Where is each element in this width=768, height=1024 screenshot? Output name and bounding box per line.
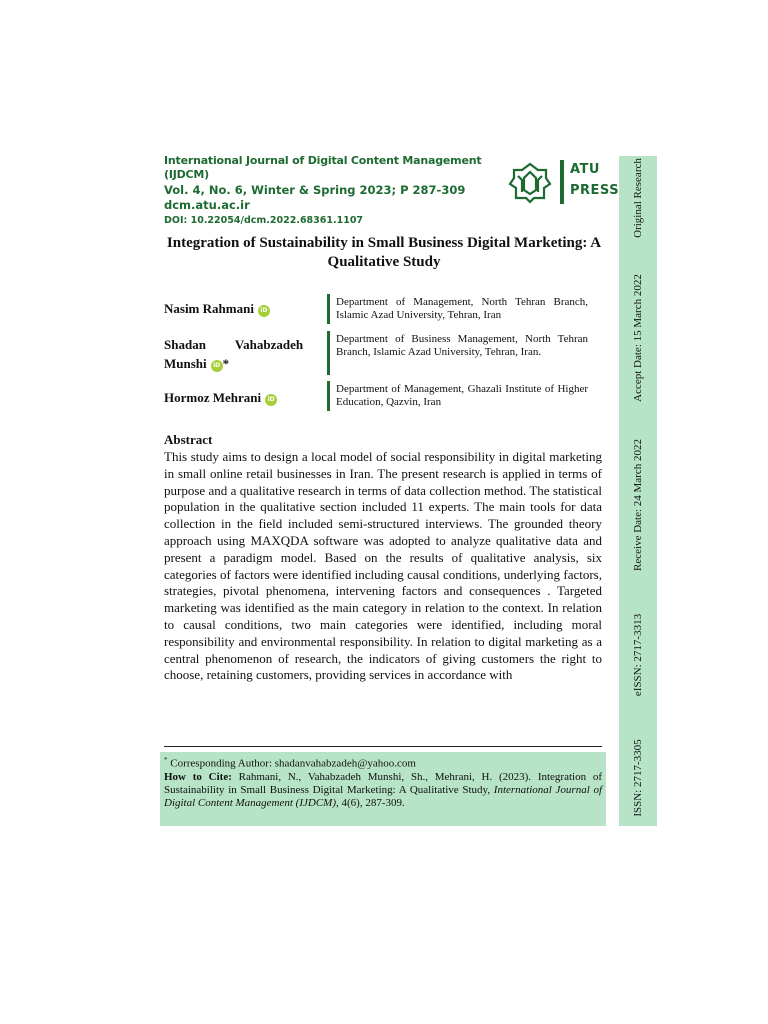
author-3: [164, 390, 277, 406]
paper-title: Integration of Sustainability in Small Business Digital Marketing: A Qualitative Study: [166, 235, 602, 270]
how-to-cite: [164, 771, 602, 811]
logo-divider: [560, 160, 564, 204]
author-1-affiliation: Department of Management, North Tehran Branch, Islamic Azad University, Tehran, Iran: [336, 296, 588, 321]
atu-emblem-icon: [508, 160, 552, 204]
author-name: Nasim Rahmani: [164, 301, 254, 316]
cite-label: How to Cite:: [164, 770, 232, 783]
accept-date: Accept Date: 15 March 2022: [632, 274, 644, 402]
abstract-text: This study aims to design a local model of social responsibility in digital marketing in small online retail businesses in Iran. The present research is applied in terms of purpose and a qualitative research in terms of data collection method. The statistical population in the qualitative section included 11 experts. The main tools for data collection in the field included semi-structured interviews. The grounded theory approach using MAXQDA software was adopted to analyze qualitative data and present a paradigm model. Based on the results of qualitative analysis, six categories of factors were identified including causal conditions, underlying factors, strategies, pivotal phenomena, intervening factors and consequences . Targeted marketing was identified as the main category in relation to the context. In relation to causal conditions, two main categories were identified, including moral responsibility and environmental responsibility. In relation to digital marketing as a central phenomenon of research, the indicators of giving customers the right to choose, retaining customers, providing services in accordance with: [164, 449, 602, 683]
orcid-icon[interactable]: iD: [258, 305, 270, 317]
publisher-name-line2: PRESS: [570, 183, 620, 198]
affiliation-bar: [327, 331, 330, 375]
journal-name: International Journal of Digital Content Management (IJDCM): [164, 154, 482, 181]
journal-doi[interactable]: DOI: 10.22054/dcm.2022.68361.1107: [164, 215, 364, 226]
journal-volume: Vol. 4, No. 6, Winter & Spring 2023; P 287-309: [164, 183, 466, 197]
corresponding-author-mark: *: [222, 356, 230, 371]
affiliation-bar: [327, 294, 330, 324]
author-1: [164, 301, 270, 317]
publisher-name-line1: ATU: [570, 162, 600, 177]
journal-website[interactable]: dcm.atu.ac.ir: [164, 198, 250, 212]
author-name-line2: Munshi: [164, 356, 207, 371]
author-name: Hormoz Mehrani: [164, 390, 262, 405]
corresponding-email[interactable]: Corresponding Author: shadanvahabzadeh@yahoo.com: [167, 757, 416, 770]
author-3-affiliation: Department of Management, Ghazali Institute of Higher Education, Qazvin, Iran: [336, 383, 588, 408]
orcid-icon[interactable]: iD: [211, 360, 223, 372]
issn: ISSN: 2717-3305: [632, 739, 644, 817]
author-name-line1: Shadan Vahabzadeh: [164, 337, 304, 352]
footnote-rule: [164, 746, 602, 747]
cite-text: Rahmani, N., Vahabzadeh Munshi, Sh., Mehrani, H. (2023). Integration of Sustainability in Small Business Digital Marketing: A Qualitative Study,: [164, 770, 602, 797]
affiliation-bar: [327, 381, 330, 411]
article-type: Original Research: [632, 158, 644, 238]
cite-journal: International Journal of Digital Content Management (IJDCM): [164, 784, 603, 810]
corresponding-author-note: [164, 754, 602, 771]
author-2: [164, 335, 324, 373]
cite-end: , 4(6), 287-309.: [336, 797, 405, 810]
publisher-logo: [508, 158, 618, 208]
receive-date: Receive Date: 24 March 2022: [632, 439, 644, 571]
author-2-affiliation: Department of Business Management, North Tehran Branch, Islamic Azad University, Tehran, Iran.: [336, 333, 588, 358]
eissn: eISSN: 2717-3313: [632, 613, 644, 697]
abstract-heading: Abstract: [164, 432, 213, 447]
footnote-star: *: [164, 756, 168, 764]
orcid-icon[interactable]: iD: [265, 394, 277, 406]
footnote: [164, 754, 602, 810]
journal-header: [164, 154, 504, 228]
